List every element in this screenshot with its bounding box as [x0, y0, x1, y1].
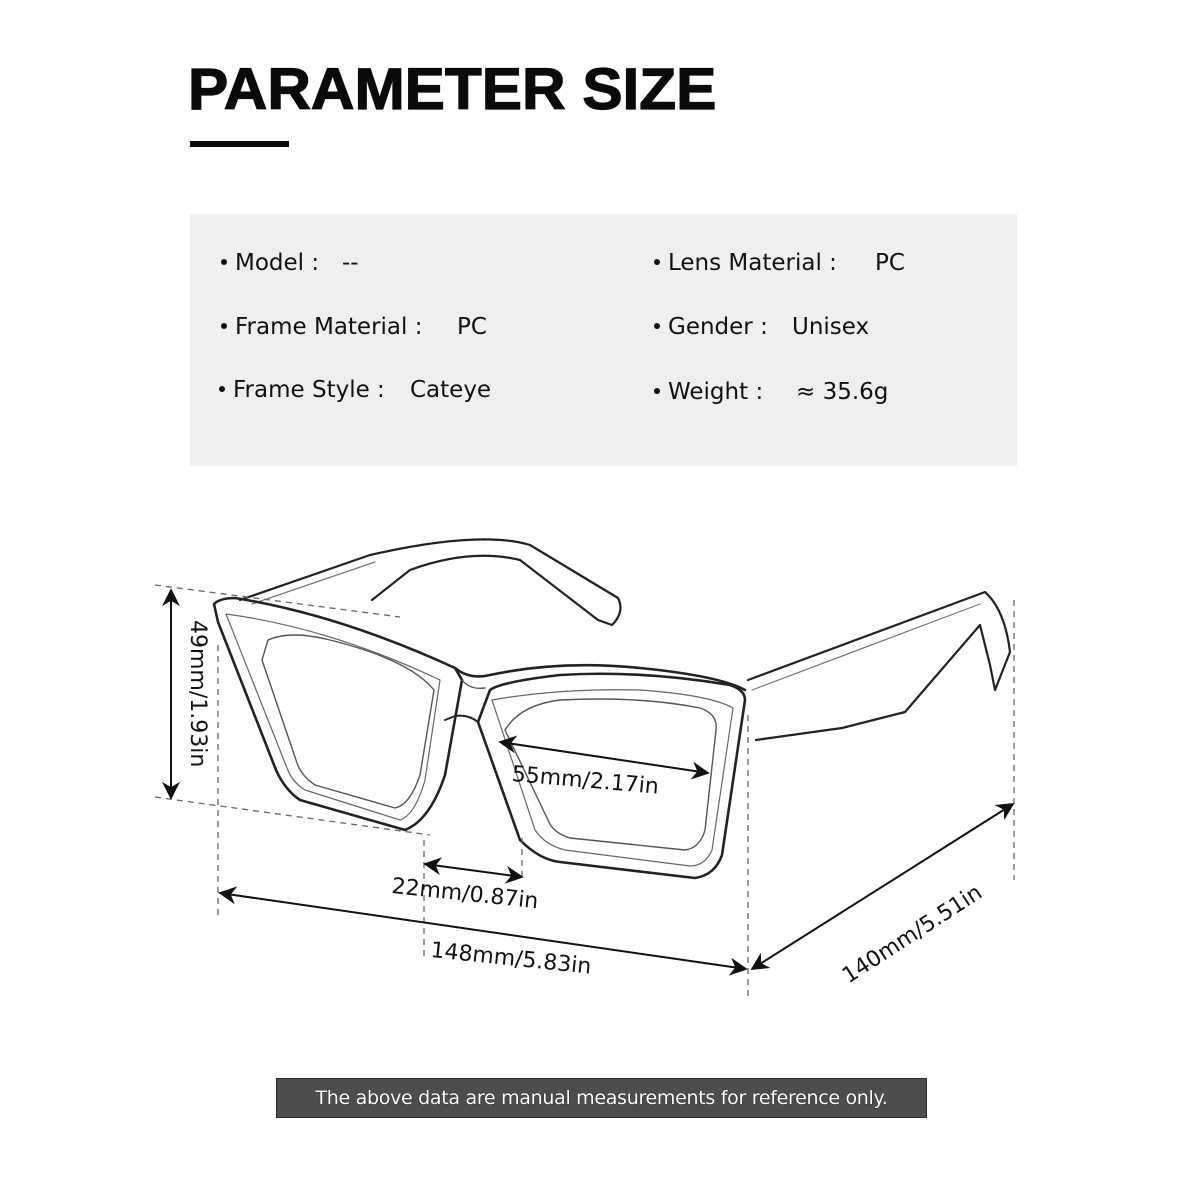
bullet-icon [654, 259, 660, 265]
spec-value: -- [342, 250, 359, 276]
bullet-icon [654, 323, 660, 329]
page-title: PARAMETER SIZE [188, 57, 717, 122]
lens-height-label: 49mm/1.93in [185, 620, 210, 768]
spec-weight [654, 379, 889, 405]
spec-lens-material [654, 250, 905, 276]
lens-width-label: 55mm/2.17in [510, 762, 660, 800]
disclaimer-banner [276, 1078, 927, 1118]
spec-value: Cateye [410, 377, 492, 403]
bullet-icon [219, 386, 225, 392]
spec-frame-material [221, 314, 487, 340]
bullet-icon [654, 388, 660, 394]
bridge-width-label: 22mm/0.87in [390, 874, 540, 915]
spec-label: Frame Style : [233, 377, 385, 403]
spec-label: Model : [235, 250, 320, 276]
spec-label: Frame Material : [235, 314, 423, 340]
spec-frame-style [219, 377, 492, 403]
title-underline [190, 141, 289, 147]
spec-model [221, 250, 359, 276]
spec-value: PC [457, 314, 487, 340]
spec-label: Gender : [668, 314, 768, 340]
bullet-icon [221, 259, 227, 265]
temple-length-label: 140mm/5.51in [838, 880, 987, 989]
spec-label: Weight : [668, 379, 764, 405]
spec-value: Unisex [792, 314, 870, 340]
glasses-diagram [0, 500, 1200, 1020]
spec-gender [654, 314, 870, 340]
disclaimer-text: The above data are manual measurements for reference only. [315, 1087, 888, 1109]
spec-label: Lens Material : [668, 250, 837, 276]
bullet-icon [221, 323, 227, 329]
spec-value: ≈ 35.6g [796, 379, 889, 405]
spec-value: PC [875, 250, 905, 276]
frame-width-label: 148mm/5.83in [429, 938, 593, 980]
